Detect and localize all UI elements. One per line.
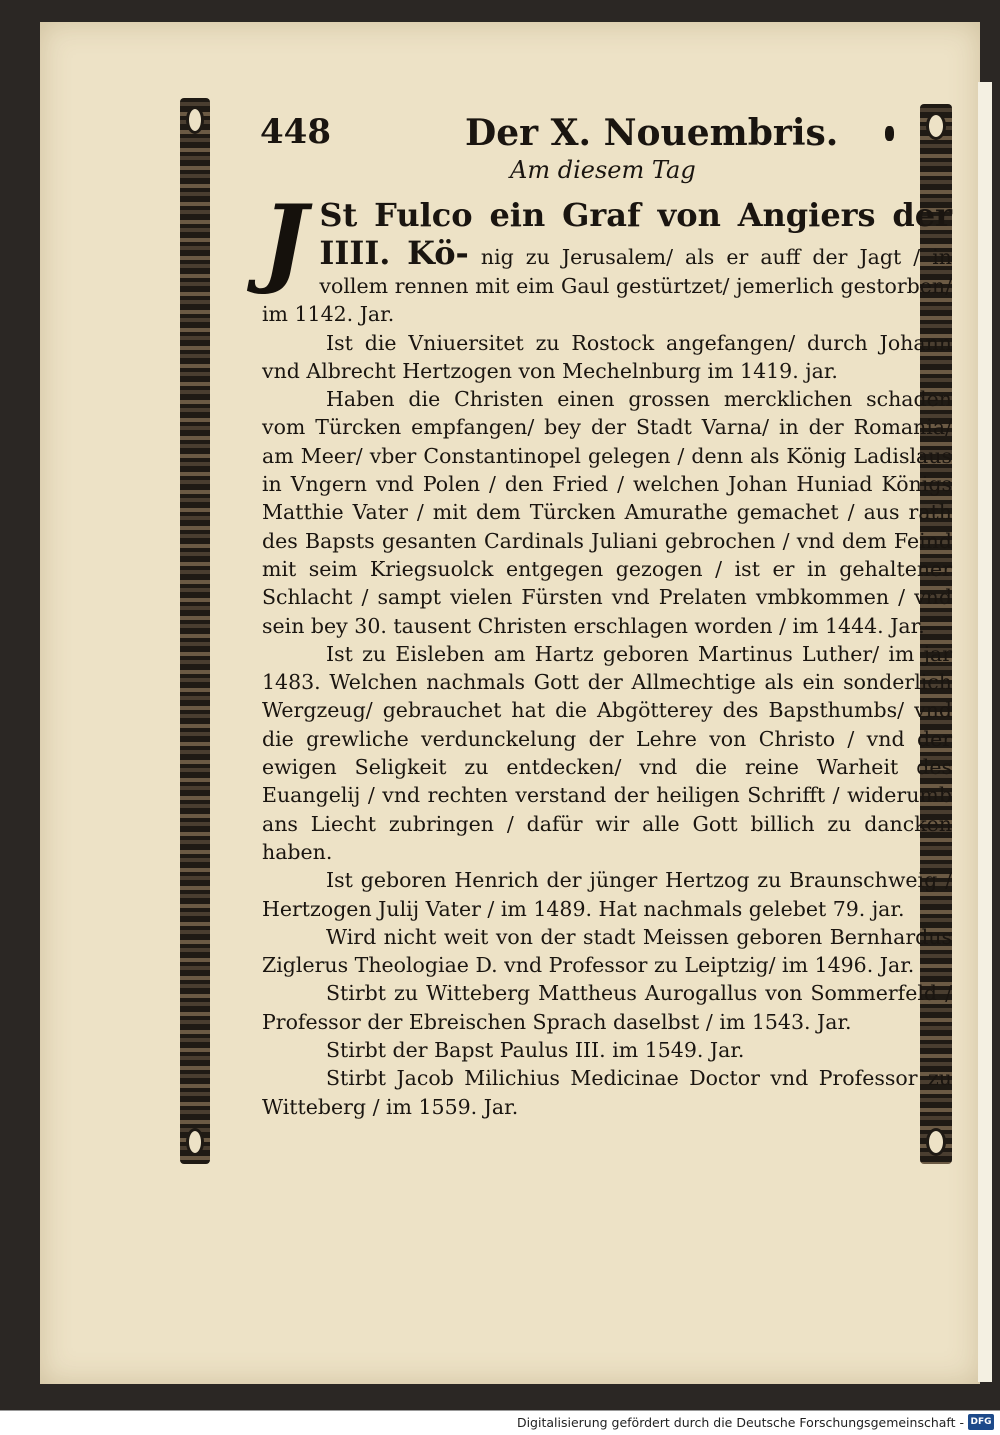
entry-lead: St Fulco ein Graf von Angiers der IIII. Kö- (319, 196, 952, 272)
entry-5 (262, 866, 952, 923)
entry-9 (262, 1064, 952, 1121)
entry-text: Stirbt Jacob Milichius Medicinae Doctor vnd Professor zu Witteberg / im 1559. Jar. (262, 1066, 952, 1119)
entry-1 (262, 184, 952, 329)
entry-2 (262, 329, 952, 386)
entry-text: Wird nicht weit von der stadt Meissen geboren Bernhardus Ziglerus Theologiae D. vnd Professor zu Leiptzig/ im 1496. Jar. (262, 924, 952, 978)
entry-text: Ist die Vniuersitet zu Rostock angefangen/ durch Johann vnd Albrecht Hertzogen von Mechelnburg im 1419. jar. (262, 330, 952, 383)
ornamental-border-left (180, 98, 210, 1164)
entry-text: nig zu Jerusalem/ als er auff der Jagt / in vollem rennen mit eim Gaul gestürtzet/ jemerlich gestorben/ im 1142. Jar. (262, 245, 952, 327)
entry-text: Ist zu Eisleben am Hartz geboren Martinus Luther/ im jar 1483. Welchen nachmals Gott der Allmechtige als ein sonderlich Wergzeug/ gebrauchet hat die Abgötterey des Bapsthumbs/ vnd die grewliche verdunckelung der Lehre von Christo / vnd der ewigen Seligkeit zu entdecken/ vnd die reine Warheit des Euangelij / vnd rechten verstand der heiligen Schrifft / widerumb ans Liecht zubringen / dafür wir alle Gott billich zu dancken haben. (262, 641, 952, 864)
entry-4 (262, 640, 952, 866)
subheading: Am diesem Tag (510, 156, 696, 184)
entry-8 (262, 1036, 952, 1064)
dfg-logo[interactable]: DFG (968, 1414, 994, 1430)
entry-text: Haben die Christen einen grossen mercklichen schaden vom Türcken empfangen/ bey der Stadt Varna/ in der Romania/ am Meer/ vber Constantinopel gelegen / denn als König Ladislaus in Vngern vnd Polen / den Fried / welchen Johan Huniad Königs Matthie Vater / mit dem Türcken Amurathe gemachet / aus rath des Bapsts gesanten Cardinals Juliani gebrochen / vnd dem Feind mit seim Kriegsuolck entgegen gezogen / ist er in gehaltener Schlacht / sampt vielen Fürsten vnd Prelaten vmbkommen / vnd sein bey 30. tausent Christen erschlagen worden / im 1444. Jar. (262, 387, 952, 638)
entry-text: Ist geboren Henrich der jünger Hertzog zu Braunschweig / Hertzogen Julij Vater / im 1489. Hat nachmals gelebet 79. jar. (262, 868, 952, 921)
page-number: 448 (260, 112, 331, 152)
body-text (262, 184, 952, 1121)
entry-text: Stirbt der Bapst Paulus III. im 1549. Jar. (326, 1038, 745, 1063)
entry-3 (262, 385, 952, 640)
page-header (230, 112, 910, 160)
entry-7 (262, 979, 952, 1036)
footer-bar (0, 1410, 1000, 1435)
entry-text: Stirbt zu Witteberg Mattheus Aurogallus von Sommerfeld / Professor der Ebreischen Sprach daselbst / im 1543. Jar. (262, 981, 952, 1034)
running-head: Der X. Nouembris. (465, 112, 839, 154)
page-edge (978, 82, 992, 1382)
footer-credit: Digitalisierung gefördert durch die Deutsche Forschungsgemeinschaft - (516, 1415, 964, 1430)
entry-6 (262, 923, 952, 980)
drop-cap: J (262, 184, 308, 297)
